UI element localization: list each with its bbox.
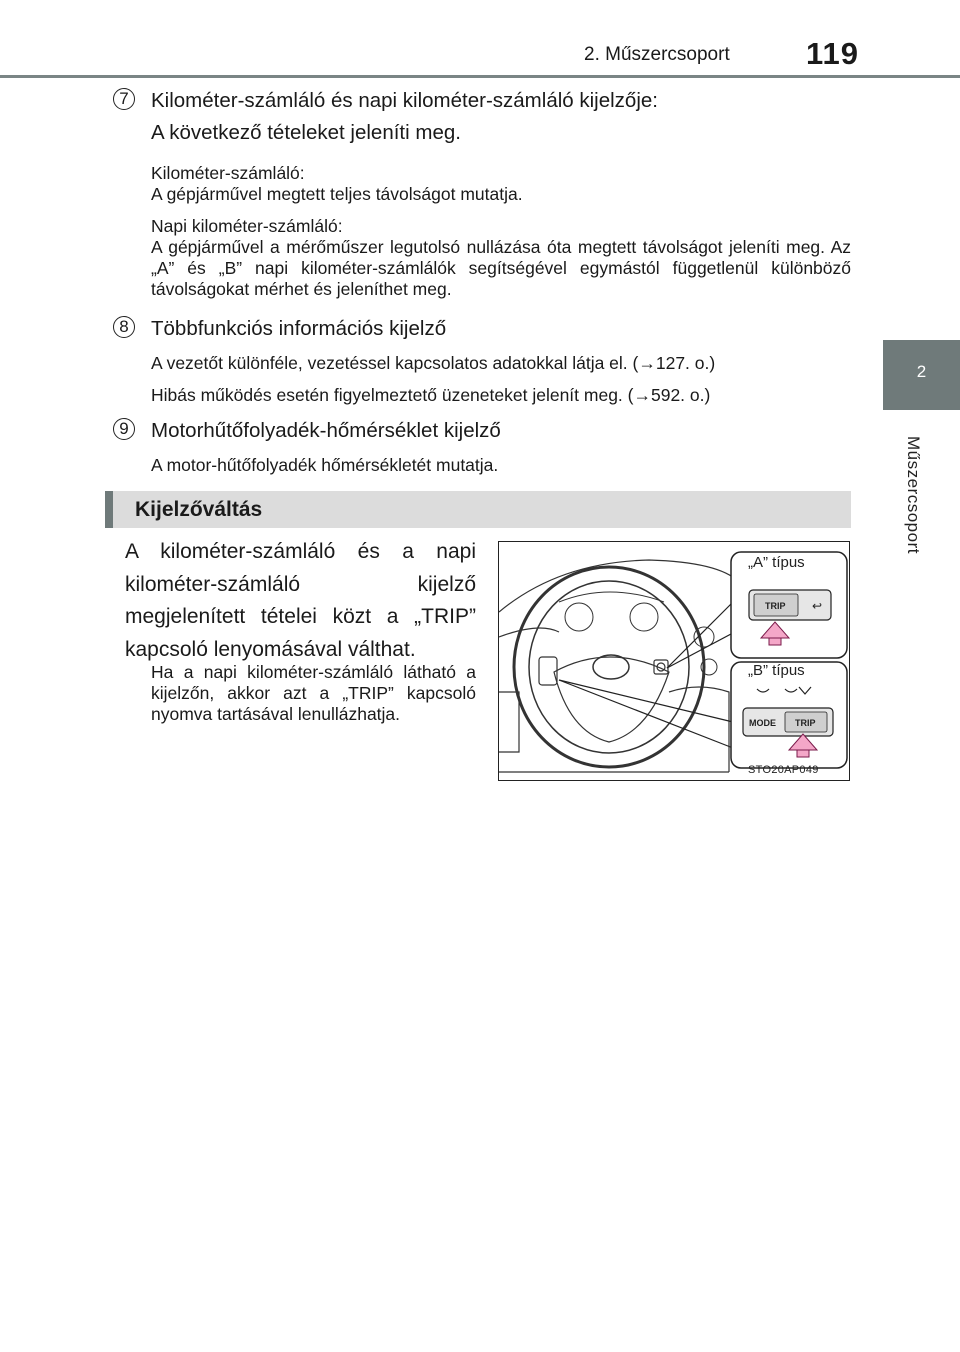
item-7-tripmeter-title: Napi kilométer-számláló: xyxy=(151,216,343,236)
item-7-odometer-title: Kilométer-számláló: xyxy=(151,163,305,183)
figure-label-type-a: „A” típus xyxy=(748,554,805,571)
section-header xyxy=(105,491,851,528)
page-number: 119 xyxy=(806,36,860,71)
item-7-heading-line1: Kilométer-számláló és napi kilométer-számláló kijelzője: xyxy=(151,89,658,112)
section-note: Ha a napi kilométer-számláló látható a kijelzőn, akkor azt a „TRIP” kapcsoló nyomva tartásával lenullázhatja. xyxy=(151,662,476,724)
trip-button-a-label: TRIP xyxy=(765,601,786,611)
svg-text:↩: ↩ xyxy=(812,599,823,613)
steering-wheel-figure xyxy=(498,541,850,781)
item-7-heading-line2: A következő tételeket jeleníti meg. xyxy=(151,121,461,144)
section-title: Kijelzőváltás xyxy=(135,498,263,521)
item-9-heading: Motorhűtőfolyadék-hőmérséklet kijelző xyxy=(151,419,501,442)
item-8-heading: Többfunkciós információs kijelző xyxy=(151,317,447,340)
header-divider xyxy=(0,75,960,78)
item-8-desc2: Hibás működés esetén figyelmeztető üzeneteket jelenít meg. (→592. o.) xyxy=(151,385,711,405)
item-8-badge: 8 xyxy=(113,316,135,338)
item-8-desc1: A vezetőt különféle, vezetéssel kapcsolatos adatokkal látja el. (→127. o.) xyxy=(151,353,716,373)
item-7-odometer-desc: A gépjárművel megtett teljes távolságot mutatja. xyxy=(151,184,523,204)
chapter-tab-label: Műszercsoport xyxy=(904,436,923,554)
mode-button-label: MODE xyxy=(749,718,776,728)
chapter-title: 2. Műszercsoport xyxy=(584,44,730,65)
item-7-badge: 7 xyxy=(113,88,135,110)
item-7-tripmeter-desc: A gépjárművel a mérőműszer legutolsó nullázása óta megtett távolságot jeleníti meg. Az „A” és „B” napi kilométer-számlálók segítségével egymástól függetlenül különböző távolságokat mérhet és jeleníthet meg. xyxy=(151,237,851,299)
figure-label-type-b: „B” típus xyxy=(748,662,805,679)
chapter-tab-number: 2 xyxy=(916,362,927,381)
item-9-desc: A motor-hűtőfolyadék hőmérsékletét mutatja. xyxy=(151,455,499,475)
item-9-badge: 9 xyxy=(113,418,135,440)
section-intro: A kilométer-számláló és a napi kilométer-számláló kijelző megjelenített tételei közt a „TRIP” kapcsoló lenyomásával válthat. xyxy=(125,540,476,661)
trip-button-b-label: TRIP xyxy=(795,718,816,728)
figure-code: STO20AP049 xyxy=(748,764,819,776)
